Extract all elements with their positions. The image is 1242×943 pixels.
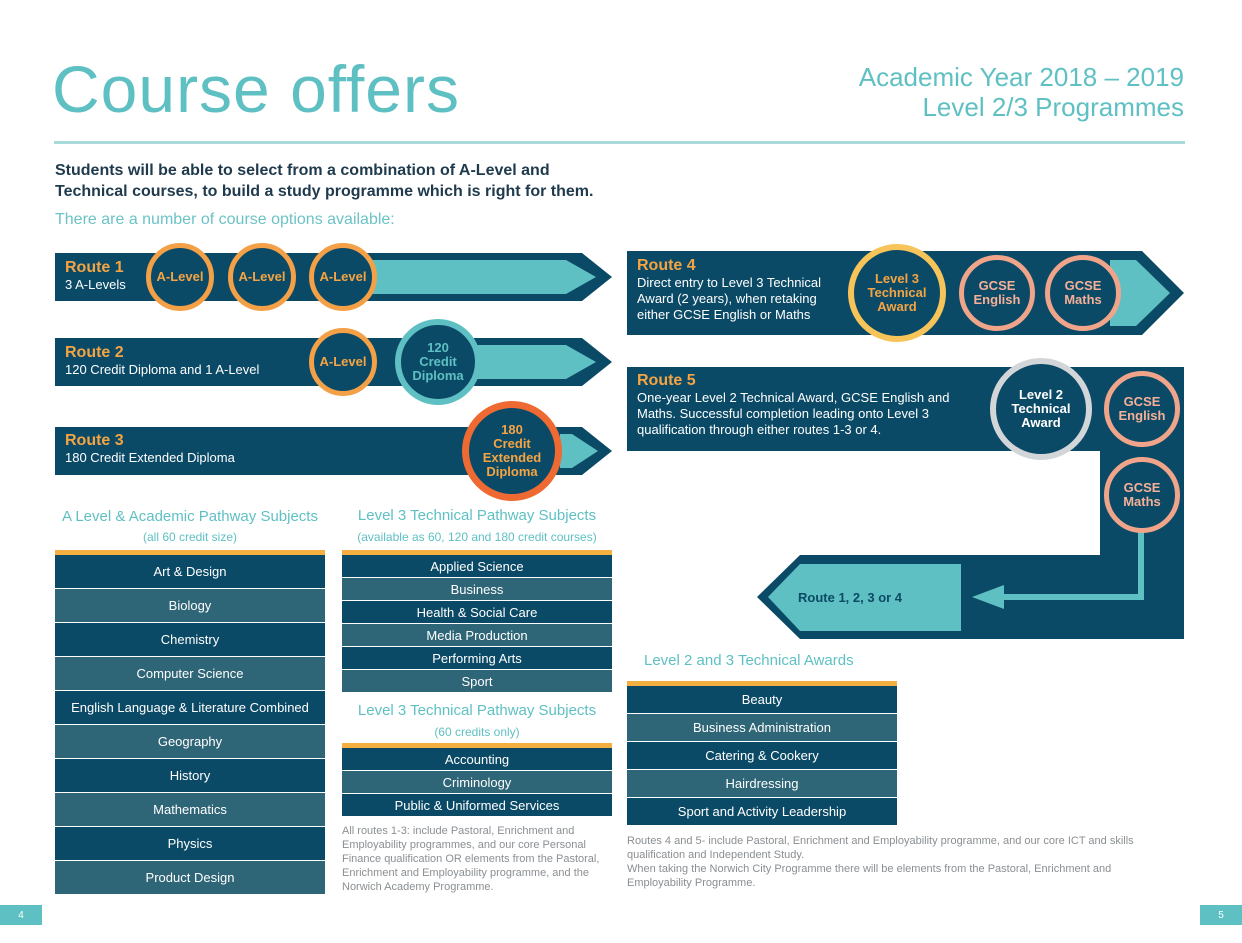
route4-award-line2: Technical [867,285,927,300]
alevel-subheading: (all 60 credit size) [142,530,238,544]
route1-label [65,259,126,293]
subtitle-programmes: Level 2/3 Programmes [922,92,1184,122]
tech-heading: Level 3 Technical Pathway Subjects [357,507,597,524]
route2-desc: 120 Credit Diploma and 1 A-Level [65,362,260,377]
route5-gcse-maths-circle [1104,457,1180,533]
routes-4-5-note-line2: When taking the Norwich City Programme there will be elements from the Pastoral, Enrichment and Employability Programme. [627,863,1112,889]
route1-desc: 3 A-Levels [65,277,126,292]
routes-4-5-note-line1: Routes 4 and 5- include Pastoral, Enrichment and Employability programme, and our core ICT and skills qualification and Independent Study. [627,835,1134,861]
route2-title: Route 2 [65,344,124,361]
route5-desc-3: qualification through either routes 1-3 or 4. [637,422,882,437]
route5-desc-1: One-year Level 2 Technical Award, GCSE English and [637,390,950,405]
alevel-subject-row: Biology [55,589,325,623]
route4-desc-3: either GCSE English or Maths [637,307,811,322]
route3-circle-line4: Diploma [486,464,538,479]
route1-title: Route 1 [65,259,124,276]
route4-gcse-maths-line1: GCSE [1064,278,1102,293]
tech-subject-row: Business [342,578,612,601]
route5-award-line3: Award [1021,415,1061,430]
alevel-subject-row: Physics [55,827,325,861]
route3-label [65,432,235,466]
alevel-subject-row: Geography [55,725,325,759]
route2-diploma-line1: 120 [427,340,449,355]
route5-award-circle [990,358,1092,460]
route3-circle-line2: Credit [493,436,531,451]
route4-title: Route 4 [637,257,696,274]
route1-alevel-circle-1: A-Level [146,243,214,311]
tech-subject-row: Media Production [342,624,612,647]
intro-line-2: Technical courses, to build a study programme which is right for them. [55,183,594,200]
tech60-subject-row: Accounting [342,748,612,771]
intro-line-1: Students will be able to select from a combination of A-Level and [55,162,550,179]
options-text: There are a number of course options available: [55,211,395,228]
alevel-subject-list [55,550,325,895]
route5-award-line1: Level 2 [1018,387,1064,402]
route3-desc: 180 Credit Extended Diploma [65,450,235,465]
route3-title: Route 3 [65,432,124,449]
tech-subject-row: Sport [342,670,612,693]
route2-diploma-line2: Credit [419,354,457,369]
route5-gcse-english-line2: English [1118,408,1166,423]
tech60-subheading: (60 credits only) [434,725,520,739]
alevel-subject-row: Art & Design [55,555,325,589]
tech60-heading: Level 3 Technical Pathway Subjects [357,702,597,719]
route4-gcse-maths-circle [1045,255,1121,331]
route4-gcse-english-circle [959,255,1035,331]
alevel-heading: A Level & Academic Pathway Subjects [62,508,318,525]
award-subject-row: Sport and Activity Leadership [627,798,897,826]
route5-title: Route 5 [637,372,696,389]
route4-gcse-english-line1: GCSE [978,278,1016,293]
awards-subject-list [627,681,897,826]
route2-diploma-circle [395,319,481,405]
route3-extended-diploma-circle [462,401,562,501]
route4-gcse-maths-line2: Maths [1064,292,1102,307]
route1-alevel-circle-3: A-Level [309,243,377,311]
route5-award-line2: Technical [1011,401,1071,416]
award-subject-row: Business Administration [627,714,897,742]
route5-label [637,372,977,438]
alevel-subject-row: English Language & Literature Combined [55,691,325,725]
tech60-subject-row: Public & Uniformed Services [342,794,612,817]
routes-4-5-note [627,834,1167,890]
subtitle-academic-year: Academic Year 2018 – 2019 [858,62,1184,92]
routes-1-3-note: All routes 1-3: include Pastoral, Enrichment and Employability programmes, and our core Personal Finance qualification OR elements from the Pastoral, Enrichment and Employability programme, and the Norwich Academy Programme. [342,825,600,893]
tech-subject-list [342,550,612,693]
tech-subject-row: Applied Science [342,555,612,578]
route1-arrow-inner [370,260,596,294]
route4-award-circle [848,244,946,342]
route4-award-line3: Award [877,299,917,314]
route4-desc-2: Award (2 years), when retaking [637,291,817,306]
award-subject-row: Beauty [627,686,897,714]
tech60-subject-row: Criminology [342,771,612,794]
route5-gcse-english-line1: GCSE [1123,394,1161,409]
award-subject-row: Catering & Cookery [627,742,897,770]
route4-award-line1: Level 3 [874,271,920,286]
alevel-subject-row: Mathematics [55,793,325,827]
route4-gcse-english-line2: English [973,292,1021,307]
route5-gcse-english-circle [1104,371,1180,447]
award-subject-row: Hairdressing [627,770,897,798]
route1-alevel-circle-2: A-Level [228,243,296,311]
route2-label [65,344,259,378]
alevel-subject-row: Computer Science [55,657,325,691]
awards-heading: Level 2 and 3 Technical Awards [644,652,854,669]
page-number-left: 4 [0,905,42,925]
route5-gcse-maths-line2: Maths [1123,494,1161,509]
tech-subject-row: Performing Arts [342,647,612,670]
route5-return-label: Route 1, 2, 3 or 4 [798,590,903,605]
tech-subject-row: Health & Social Care [342,601,612,624]
route2-diploma-line3: Diploma [412,368,464,383]
route4-label [637,257,847,323]
tech60-subject-list [342,743,612,817]
route5-gcse-maths-line1: GCSE [1123,480,1161,495]
alevel-subject-row: History [55,759,325,793]
alevel-subject-row: Chemistry [55,623,325,657]
page-title: Course offers [52,52,460,126]
alevel-subject-row: Product Design [55,861,325,895]
route4-desc-1: Direct entry to Level 3 Technical [637,275,822,290]
route2-alevel-circle: A-Level [309,328,377,396]
page-number-right: 5 [1200,905,1242,925]
route3-circle-line1: 180 [501,422,523,437]
tech-subheading: (available as 60, 120 and 180 credit courses) [357,530,597,544]
route5-desc-2: Maths. Successful completion leading onto Level 3 [637,406,929,421]
route3-circle-line3: Extended [482,450,542,465]
